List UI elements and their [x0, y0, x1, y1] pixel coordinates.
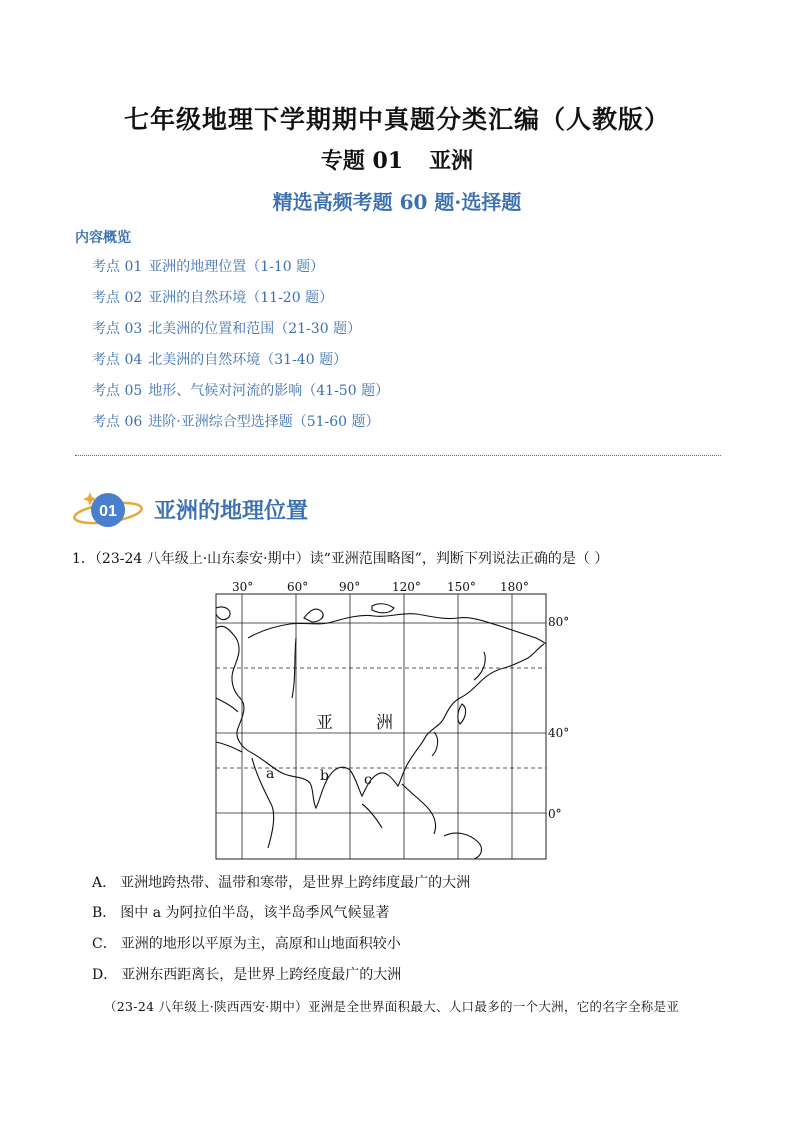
- dotted-divider: [75, 455, 721, 456]
- toc-item-text: 地形、气候对河流的影响（41-50 题）: [148, 383, 390, 399]
- toc-item-point: 考点 06: [92, 414, 143, 430]
- toc-item[interactable]: [92, 349, 389, 380]
- region-label: 亚: [316, 713, 333, 733]
- toc-heading: 内容概览: [75, 230, 131, 246]
- toc-item[interactable]: [92, 287, 389, 318]
- option-text: 图中 a 为阿拉伯半岛，该半岛季风气候显著: [120, 905, 390, 921]
- topic-number: 专题 01: [320, 148, 404, 174]
- toc-item-text: 进阶·亚洲综合型选择题（51-60 题）: [148, 414, 380, 430]
- option-label: D．: [92, 967, 118, 983]
- toc-item-point: 考点 02: [92, 290, 143, 306]
- option-label: B．: [92, 905, 117, 921]
- toc-item-text: 北美洲的位置和范围（21-30 题）: [148, 321, 362, 337]
- document-title: 七年级地理下学期期中真题分类汇编（人教版）: [123, 105, 670, 134]
- toc-item[interactable]: [92, 411, 389, 442]
- option-label: A．: [92, 875, 117, 891]
- toc-item-text: 北美洲的自然环境（31-40 题）: [148, 352, 348, 368]
- option-a[interactable]: [92, 872, 470, 892]
- question-1-stem: 1．（23-24 八年级上·山东泰安·期中）读“亚洲范围略图”，判断下列说法正确的是（ ）: [72, 551, 609, 567]
- question-2-stem: （23-24 八年级上·陕西西安·期中）亚洲是全世界面积最大、人口最多的一个大洲，它的名字全称是亚: [104, 999, 680, 1014]
- option-text: 亚洲地跨热带、温带和寒带，是世界上跨纬度最广的大洲: [120, 875, 471, 891]
- toc-list: [92, 256, 389, 442]
- toc-item-point: 考点 01: [92, 259, 143, 275]
- toc-item-text: 亚洲的自然环境（11-20 题）: [148, 290, 334, 306]
- lon-label: 180°: [500, 580, 529, 594]
- option-c[interactable]: [92, 933, 401, 953]
- option-text: 亚洲东西距离长，是世界上跨经度最广的大洲: [121, 967, 402, 983]
- toc-item-point: 考点 05: [92, 383, 143, 399]
- toc-item-point: 考点 04: [92, 352, 143, 368]
- lon-label: 60°: [287, 580, 309, 594]
- option-d[interactable]: [92, 964, 401, 984]
- option-b[interactable]: [92, 902, 390, 922]
- map-mark-b: b: [320, 768, 329, 784]
- toc-item[interactable]: [92, 256, 389, 287]
- toc-item[interactable]: [92, 318, 389, 349]
- subtitle: 精选高频考题 60 题·选择题: [272, 190, 522, 214]
- topic-name: 亚洲: [429, 148, 474, 174]
- section-number: 01: [99, 503, 117, 520]
- option-label: C．: [92, 936, 117, 952]
- section-title: 亚洲的地理位置: [154, 498, 309, 524]
- region-label: 洲: [376, 713, 393, 733]
- lon-label: 90°: [339, 580, 361, 594]
- lat-label: 40°: [548, 726, 570, 740]
- toc-item-text: 亚洲的地理位置（1-10 题）: [148, 259, 325, 275]
- asia-range-map: [212, 578, 582, 863]
- map-mark-c: c: [364, 772, 372, 788]
- lon-label: 30°: [232, 580, 254, 594]
- toc-item[interactable]: [92, 380, 389, 411]
- option-text: 亚洲的地形以平原为主，高原和山地面积较小: [120, 936, 401, 952]
- lon-label: 150°: [447, 580, 476, 594]
- lon-label: 120°: [392, 580, 421, 594]
- lat-label: 0°: [548, 807, 562, 821]
- topic-heading: [0, 144, 794, 175]
- lat-label: 80°: [548, 615, 570, 629]
- map-mark-a: a: [266, 766, 275, 782]
- toc-item-point: 考点 03: [92, 321, 143, 337]
- section-number-badge: [70, 488, 150, 534]
